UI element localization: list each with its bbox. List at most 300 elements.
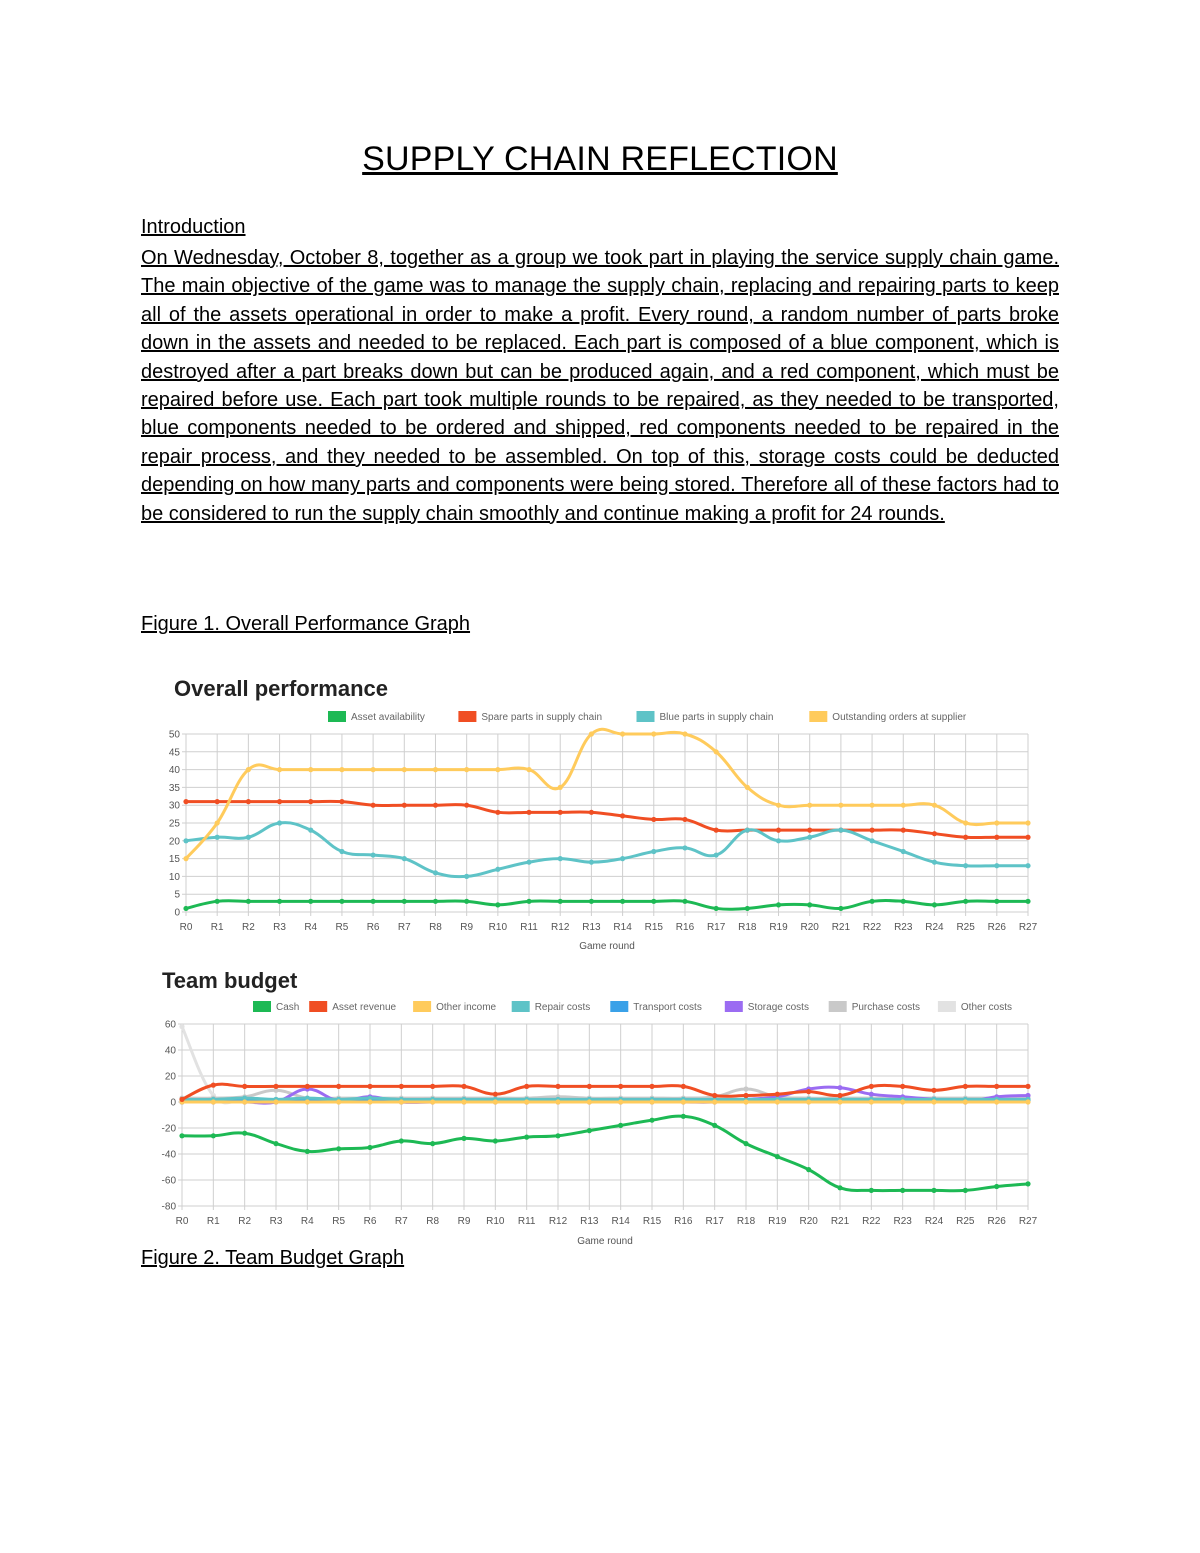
figure1-caption: Figure 1. Overall Performance Graph	[141, 613, 471, 635]
data-point[interactable]	[308, 899, 313, 904]
legend-item[interactable]	[253, 1001, 299, 1013]
legend-swatch	[253, 1001, 271, 1012]
y-tick-label: 35	[168, 782, 180, 794]
legend-label: Repair costs	[534, 1002, 591, 1013]
data-point[interactable]	[526, 810, 531, 815]
x-tick-label: R2	[238, 1216, 252, 1227]
data-point[interactable]	[430, 1099, 435, 1104]
data-point[interactable]	[776, 828, 781, 833]
data-point[interactable]	[273, 1141, 278, 1146]
legend-swatch	[809, 711, 827, 722]
x-tick-label: R26	[987, 1216, 1006, 1227]
data-point[interactable]	[963, 899, 968, 904]
x-tick-label: R9	[457, 1216, 471, 1227]
x-tick-label: R5	[332, 1216, 346, 1227]
data-point[interactable]	[745, 906, 750, 911]
data-point[interactable]	[433, 899, 438, 904]
data-point[interactable]	[367, 1084, 372, 1089]
data-point[interactable]	[589, 810, 594, 815]
data-point[interactable]	[651, 817, 656, 822]
data-point[interactable]	[587, 1128, 592, 1133]
data-point[interactable]	[932, 902, 937, 907]
legend-swatch	[309, 1001, 327, 1012]
data-point[interactable]	[620, 813, 625, 818]
data-point[interactable]	[618, 1123, 623, 1128]
team-budget-chart	[150, 960, 1050, 1250]
legend-item[interactable]	[610, 1001, 702, 1013]
data-point[interactable]	[712, 1123, 717, 1128]
data-point[interactable]	[807, 828, 812, 833]
y-tick-label: 5	[174, 889, 180, 901]
legend-label: Outstanding orders at supplier	[832, 712, 967, 723]
legend-item[interactable]	[458, 711, 602, 723]
data-point[interactable]	[339, 899, 344, 904]
x-tick-label: R24	[924, 1216, 944, 1227]
y-tick-label: 30	[168, 800, 180, 812]
data-point[interactable]	[273, 1084, 278, 1089]
data-point[interactable]	[901, 828, 906, 833]
data-point[interactable]	[651, 899, 656, 904]
data-point[interactable]	[589, 899, 594, 904]
data-point[interactable]	[215, 820, 220, 825]
x-tick-label: R14	[613, 922, 632, 933]
data-point[interactable]	[900, 1084, 905, 1089]
legend-swatch	[413, 1001, 431, 1012]
data-point[interactable]	[649, 1099, 654, 1104]
data-point[interactable]	[179, 1133, 184, 1138]
data-point[interactable]	[558, 856, 563, 861]
data-point[interactable]	[776, 803, 781, 808]
data-point[interactable]	[682, 731, 687, 736]
data-point[interactable]	[339, 849, 344, 854]
overall-performance-chart	[150, 668, 1050, 958]
data-point[interactable]	[524, 1099, 529, 1104]
data-point[interactable]	[242, 1099, 247, 1104]
x-tick-label: R20	[799, 1216, 818, 1227]
data-point[interactable]	[277, 767, 282, 772]
data-point[interactable]	[963, 1084, 968, 1089]
x-tick-label: R16	[674, 1216, 693, 1227]
data-point[interactable]	[807, 835, 812, 840]
data-point[interactable]	[745, 828, 750, 833]
x-tick-label: R7	[397, 922, 411, 933]
data-point[interactable]	[495, 810, 500, 815]
data-point[interactable]	[464, 767, 469, 772]
data-point[interactable]	[493, 1099, 498, 1104]
x-tick-label: R6	[366, 922, 380, 933]
data-point[interactable]	[371, 899, 376, 904]
data-point[interactable]	[183, 799, 188, 804]
data-point[interactable]	[242, 1084, 247, 1089]
x-tick-label: R6	[363, 1216, 377, 1227]
x-tick-label: R4	[300, 1216, 314, 1227]
section-heading: Introduction	[141, 216, 246, 238]
data-point[interactable]	[242, 1131, 247, 1136]
x-tick-label: R15	[642, 1216, 662, 1227]
data-point[interactable]	[994, 1099, 999, 1104]
data-point[interactable]	[807, 803, 812, 808]
x-tick-label: R1	[206, 1216, 220, 1227]
data-point[interactable]	[775, 1154, 780, 1159]
x-tick-label: R1	[210, 922, 224, 933]
data-point[interactable]	[433, 803, 438, 808]
y-tick-label: 40	[164, 1045, 176, 1057]
data-point[interactable]	[838, 803, 843, 808]
data-point[interactable]	[179, 1024, 184, 1029]
legend-label: Asset availability	[351, 712, 425, 723]
data-point[interactable]	[399, 1138, 404, 1143]
data-point[interactable]	[526, 899, 531, 904]
data-point[interactable]	[743, 1086, 748, 1091]
data-point[interactable]	[806, 1089, 811, 1094]
x-tick-label: R2	[241, 922, 255, 933]
data-point[interactable]	[461, 1084, 466, 1089]
x-tick-label: R15	[644, 922, 663, 933]
legend-item[interactable]	[725, 1001, 809, 1013]
data-point[interactable]	[367, 1099, 372, 1104]
x-tick-label: R18	[738, 922, 757, 933]
data-point[interactable]	[775, 1099, 780, 1104]
data-point[interactable]	[183, 906, 188, 911]
y-tick-label: 20	[168, 836, 180, 848]
y-tick-label: -40	[161, 1149, 176, 1161]
legend-item[interactable]	[637, 711, 774, 723]
figure2-caption: Figure 2. Team Budget Graph	[141, 1247, 405, 1269]
x-tick-label: R12	[551, 922, 570, 933]
data-point[interactable]	[838, 828, 843, 833]
data-point[interactable]	[273, 1099, 278, 1104]
chart-title: Team budget	[162, 968, 298, 993]
legend-item[interactable]	[413, 1001, 496, 1013]
legend-item[interactable]	[829, 1001, 920, 1013]
data-point[interactable]	[464, 803, 469, 808]
x-tick-label: R13	[580, 1216, 599, 1227]
data-point[interactable]	[776, 902, 781, 907]
x-tick-label: R22	[862, 1216, 881, 1227]
data-point[interactable]	[402, 803, 407, 808]
data-point[interactable]	[994, 820, 999, 825]
data-point[interactable]	[714, 852, 719, 857]
data-point[interactable]	[963, 863, 968, 868]
intro-paragraph: On Wednesday, October 8, together as a group we took part in playing the service supply chain game. The main objective of the game was to manage the supply chain, replacing and repairing parts to keep all of the assets operational in order to make a profit. Every round, a random number of parts broke down in the assets and needed to be replaced. Each part is composed of a blue component, which is destroyed after a part breaks down but can be produced again, and a red component, which must be repaired before use. Each part took multiple rounds to be repaired, as they needed to be transported, blue components needed to be ordered and shipped, red components needed to be repaired in the repair process, and they needed to be assembled. On top of this, storage costs could be deducted depending on how many parts and components were being stored. Therefore all of these factors had to be considered to run the supply chain smoothly and continue making a profit for 24 rounds.	[141, 247, 1059, 525]
data-point[interactable]	[495, 867, 500, 872]
data-point[interactable]	[743, 1093, 748, 1098]
data-point[interactable]	[211, 1099, 216, 1104]
y-tick-label: 45	[168, 747, 180, 759]
data-point[interactable]	[464, 874, 469, 879]
data-point[interactable]	[620, 899, 625, 904]
data-point[interactable]	[963, 1188, 968, 1193]
legend-label: Other costs	[960, 1002, 1013, 1013]
data-point[interactable]	[651, 849, 656, 854]
data-point[interactable]	[776, 838, 781, 843]
data-point[interactable]	[371, 767, 376, 772]
legend-swatch	[610, 1001, 628, 1012]
data-point[interactable]	[994, 863, 999, 868]
data-point[interactable]	[246, 799, 251, 804]
data-point[interactable]	[399, 1099, 404, 1104]
data-point[interactable]	[869, 838, 874, 843]
data-point[interactable]	[339, 799, 344, 804]
data-point[interactable]	[649, 1118, 654, 1123]
y-tick-label: -20	[161, 1123, 176, 1135]
x-tick-label: R23	[893, 1216, 912, 1227]
data-point[interactable]	[775, 1092, 780, 1097]
data-point[interactable]	[743, 1099, 748, 1104]
data-point[interactable]	[963, 1099, 968, 1104]
legend-label: Asset revenue	[332, 1002, 397, 1013]
legend-item[interactable]	[328, 711, 425, 723]
y-tick-label: -60	[161, 1175, 176, 1187]
data-point[interactable]	[994, 1184, 999, 1189]
x-axis-label: Game round	[577, 1236, 633, 1247]
data-point[interactable]	[900, 1188, 905, 1193]
x-tick-label: R23	[894, 922, 913, 933]
legend-item[interactable]	[938, 1001, 1012, 1013]
data-point[interactable]	[1025, 1181, 1030, 1186]
data-point[interactable]	[371, 803, 376, 808]
data-point[interactable]	[399, 1084, 404, 1089]
data-point[interactable]	[932, 831, 937, 836]
data-point[interactable]	[211, 1083, 216, 1088]
data-point[interactable]	[806, 1099, 811, 1104]
x-tick-label: R13	[582, 922, 601, 933]
data-point[interactable]	[1025, 899, 1030, 904]
data-point[interactable]	[681, 1099, 686, 1104]
data-point[interactable]	[367, 1145, 372, 1150]
data-point[interactable]	[305, 1084, 310, 1089]
x-tick-label: R11	[520, 922, 538, 933]
data-point[interactable]	[714, 749, 719, 754]
x-tick-label: R21	[831, 922, 851, 933]
data-point[interactable]	[308, 828, 313, 833]
data-point[interactable]	[558, 810, 563, 815]
x-tick-label: R17	[705, 1216, 724, 1227]
data-point[interactable]	[339, 767, 344, 772]
data-point[interactable]	[246, 899, 251, 904]
data-point[interactable]	[618, 1099, 623, 1104]
data-point[interactable]	[837, 1099, 842, 1104]
data-point[interactable]	[589, 731, 594, 736]
data-point[interactable]	[215, 799, 220, 804]
data-point[interactable]	[558, 899, 563, 904]
legend-item[interactable]	[512, 1001, 591, 1013]
data-point[interactable]	[211, 1133, 216, 1138]
data-point[interactable]	[555, 1133, 560, 1138]
data-point[interactable]	[932, 803, 937, 808]
data-point[interactable]	[620, 856, 625, 861]
x-tick-label: R19	[769, 922, 788, 933]
legend-label: Storage costs	[747, 1002, 809, 1013]
data-point[interactable]	[336, 1099, 341, 1104]
data-point[interactable]	[620, 731, 625, 736]
data-point[interactable]	[651, 731, 656, 736]
x-tick-label: R11	[517, 1216, 536, 1227]
data-point[interactable]	[745, 785, 750, 790]
data-point[interactable]	[1025, 820, 1030, 825]
data-point[interactable]	[587, 1084, 592, 1089]
series-line	[186, 729, 1028, 858]
data-point[interactable]	[308, 767, 313, 772]
data-point[interactable]	[806, 1167, 811, 1172]
data-point[interactable]	[461, 1136, 466, 1141]
data-point[interactable]	[869, 803, 874, 808]
x-tick-label: R8	[429, 922, 442, 933]
data-point[interactable]	[682, 817, 687, 822]
y-tick-label: -80	[161, 1201, 176, 1213]
x-tick-label: R3	[273, 922, 286, 933]
data-point[interactable]	[179, 1097, 184, 1102]
data-point[interactable]	[901, 803, 906, 808]
data-point[interactable]	[837, 1093, 842, 1098]
x-tick-label: R16	[675, 922, 695, 933]
data-point[interactable]	[712, 1099, 717, 1104]
data-point[interactable]	[900, 1099, 905, 1104]
x-tick-label: R20	[800, 922, 819, 933]
data-point[interactable]	[994, 1084, 999, 1089]
legend-swatch	[725, 1001, 743, 1012]
data-point[interactable]	[869, 1099, 874, 1104]
data-point[interactable]	[555, 1099, 560, 1104]
data-point[interactable]	[869, 1188, 874, 1193]
legend-item[interactable]	[809, 711, 967, 723]
legend-swatch	[938, 1001, 956, 1012]
y-tick-label: 0	[170, 1097, 176, 1109]
x-tick-label: R17	[706, 922, 726, 933]
data-point[interactable]	[869, 899, 874, 904]
data-point[interactable]	[430, 1084, 435, 1089]
x-tick-label: R25	[956, 922, 975, 933]
data-point[interactable]	[526, 767, 531, 772]
data-point[interactable]	[495, 902, 500, 907]
x-tick-label: R10	[486, 1216, 505, 1227]
data-point[interactable]	[838, 906, 843, 911]
data-point[interactable]	[1025, 1099, 1030, 1104]
data-point[interactable]	[963, 835, 968, 840]
data-point[interactable]	[901, 849, 906, 854]
data-point[interactable]	[649, 1084, 654, 1089]
data-point[interactable]	[430, 1141, 435, 1146]
data-point[interactable]	[524, 1135, 529, 1140]
data-point[interactable]	[215, 899, 220, 904]
x-tick-label: R21	[830, 1216, 850, 1227]
data-point[interactable]	[681, 1114, 686, 1119]
data-point[interactable]	[901, 899, 906, 904]
data-point[interactable]	[963, 820, 968, 825]
data-point[interactable]	[246, 767, 251, 772]
x-tick-label: R4	[304, 922, 318, 933]
x-tick-label: R7	[394, 1216, 408, 1227]
data-point[interactable]	[1025, 1084, 1030, 1089]
y-tick-label: 20	[164, 1071, 176, 1083]
data-point[interactable]	[869, 1092, 874, 1097]
data-point[interactable]	[931, 1088, 936, 1093]
data-point[interactable]	[555, 1084, 560, 1089]
x-tick-label: R9	[460, 922, 474, 933]
data-point[interactable]	[371, 852, 376, 857]
data-point[interactable]	[277, 899, 282, 904]
x-tick-label: R25	[956, 1216, 975, 1227]
data-point[interactable]	[712, 1093, 717, 1098]
data-point[interactable]	[524, 1084, 529, 1089]
data-point[interactable]	[994, 899, 999, 904]
data-point[interactable]	[837, 1085, 842, 1090]
data-point[interactable]	[682, 899, 687, 904]
data-point[interactable]	[308, 799, 313, 804]
data-point[interactable]	[246, 835, 251, 840]
data-point[interactable]	[837, 1185, 842, 1190]
data-point[interactable]	[433, 870, 438, 875]
x-tick-label: R27	[1018, 1216, 1038, 1227]
data-point[interactable]	[681, 1084, 686, 1089]
data-point[interactable]	[402, 856, 407, 861]
data-point[interactable]	[495, 767, 500, 772]
data-point[interactable]	[336, 1084, 341, 1089]
legend-label: Cash	[276, 1002, 300, 1013]
y-tick-label: 15	[168, 854, 180, 866]
data-point[interactable]	[433, 767, 438, 772]
data-point[interactable]	[931, 1099, 936, 1104]
legend-label: Transport costs	[633, 1002, 702, 1013]
x-tick-label: R5	[335, 922, 349, 933]
series-line	[182, 1027, 1028, 1103]
data-point[interactable]	[526, 860, 531, 865]
data-point[interactable]	[587, 1099, 592, 1104]
data-point[interactable]	[714, 906, 719, 911]
data-point[interactable]	[183, 856, 188, 861]
data-point[interactable]	[183, 838, 188, 843]
data-point[interactable]	[932, 860, 937, 865]
data-point[interactable]	[464, 899, 469, 904]
legend-swatch	[458, 711, 476, 722]
data-point[interactable]	[807, 902, 812, 907]
data-point[interactable]	[589, 860, 594, 865]
x-tick-label: R24	[925, 922, 944, 933]
data-point[interactable]	[558, 785, 563, 790]
legend-label: Other income	[436, 1002, 497, 1013]
legend-label: Purchase costs	[851, 1002, 921, 1013]
data-point[interactable]	[869, 828, 874, 833]
data-point[interactable]	[714, 828, 719, 833]
data-point[interactable]	[493, 1138, 498, 1143]
data-point[interactable]	[618, 1084, 623, 1089]
data-point[interactable]	[277, 820, 282, 825]
data-point[interactable]	[305, 1099, 310, 1104]
data-point[interactable]	[1025, 835, 1030, 840]
data-point[interactable]	[931, 1188, 936, 1193]
data-point[interactable]	[402, 767, 407, 772]
data-point[interactable]	[493, 1092, 498, 1097]
data-point[interactable]	[743, 1141, 748, 1146]
data-point[interactable]	[336, 1146, 341, 1151]
legend-item[interactable]	[309, 1001, 396, 1013]
data-point[interactable]	[215, 835, 220, 840]
x-tick-label: R10	[488, 922, 508, 933]
data-point[interactable]	[461, 1099, 466, 1104]
x-tick-label: R14	[611, 1216, 630, 1227]
data-point[interactable]	[277, 799, 282, 804]
data-point[interactable]	[994, 835, 999, 840]
data-point[interactable]	[869, 1084, 874, 1089]
y-tick-label: 60	[164, 1019, 176, 1031]
legend-swatch	[328, 711, 346, 722]
y-tick-label: 10	[168, 871, 180, 883]
chart-title: Overall performance	[174, 676, 388, 701]
data-point[interactable]	[1025, 863, 1030, 868]
data-point[interactable]	[305, 1149, 310, 1154]
data-point[interactable]	[402, 899, 407, 904]
data-point[interactable]	[682, 845, 687, 850]
